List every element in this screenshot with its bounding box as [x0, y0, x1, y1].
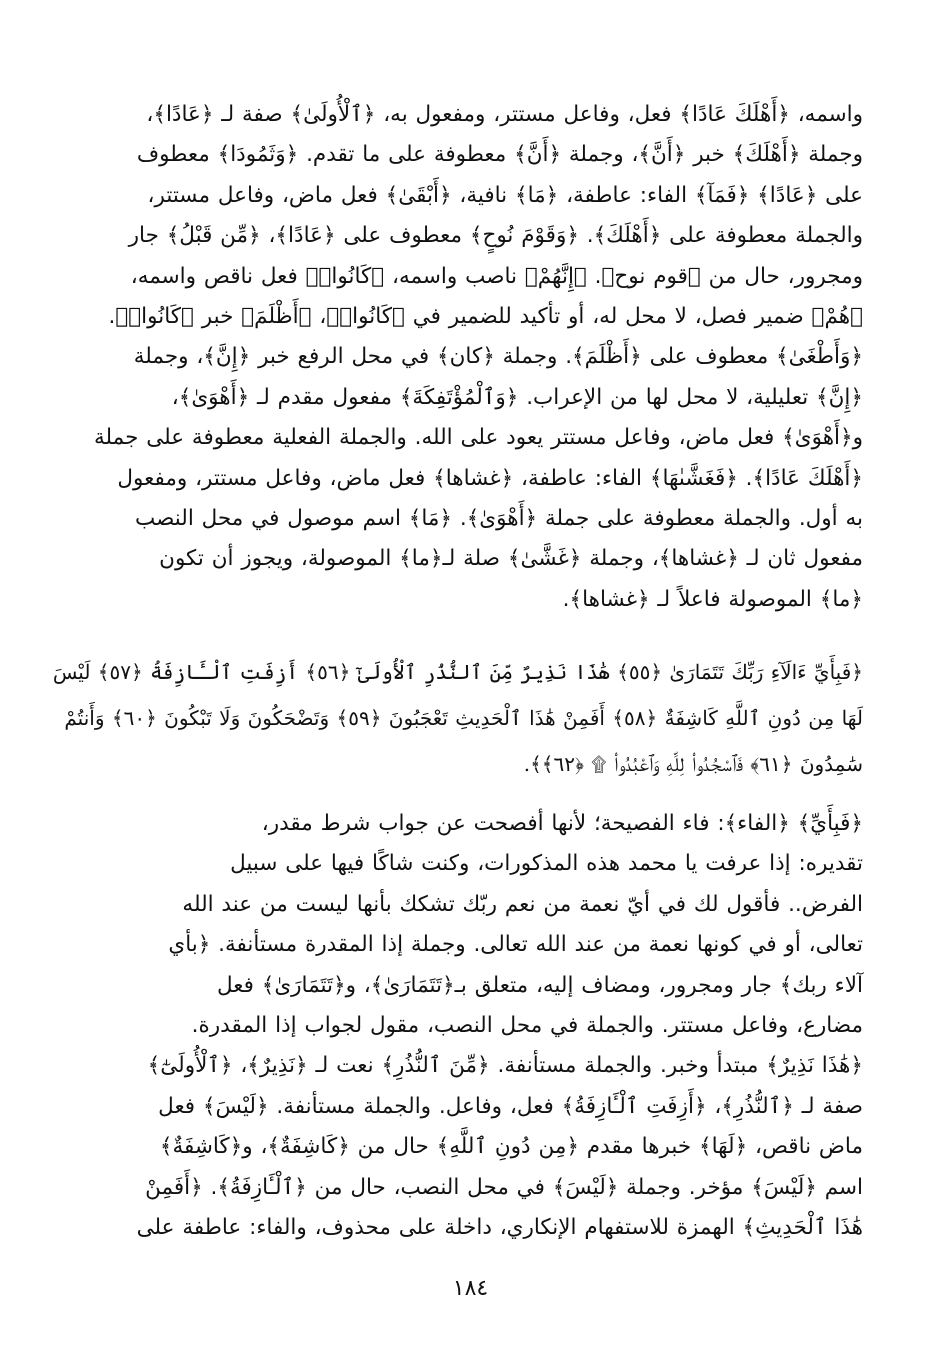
text-line: ﴿هُمْ﴾ ضمير فصل، لا محل له، أو تأكيد للضمير في ﴿كَانُوا۟﴾، ﴿أَظْلَمَ﴾ خبر ﴿كَانُوا۟﴾. [108, 303, 863, 329]
text-line: اسم ﴿لَيْسَ﴾ مؤخر. وجملة ﴿لَيْسَ﴾ في محل النصب، حال من ﴿ٱلْـَٔازِفَةُ﴾. ﴿أَفَمِنْ [145, 1174, 863, 1200]
text-line: هَٰذَا ٱلْحَدِيثِ﴾ الهمزة للاستفهام الإنكاري، داخلة على محذوف، والفاء: عاطفة على [136, 1214, 863, 1240]
text-line: ﴿أَهْلَكَ عَادًا﴾. ﴿فَغَشَّىٰهَا﴾ الفاء: عاطفة، ﴿غشاها﴾ فعل ماض، وفاعل مستتر، ومفعول [117, 465, 863, 491]
text-line: والجملة معطوفة على ﴿أَهْلَكَ﴾. ﴿وَقَوْمَ نُوحٍ﴾ معطوف على ﴿عَادًا﴾، ﴿مِّن قَبْلُ﴾ جار [128, 223, 863, 249]
text-line: على ﴿عَادًا﴾ ﴿فَمَآ﴾ الفاء: عاطفة، ﴿مَا﴾ نافية، ﴿أَبْقَىٰ﴾ فعل ماض، وفاعل مستتر، [147, 182, 863, 208]
quran-verse-block [52, 649, 863, 787]
text-line: مفعول ثان لـ ﴿غشاها﴾، وجملة ﴿غَشَّىٰ﴾ صلة لـ﴿ما﴾ الموصولة، ويجوز أن تكون [159, 546, 863, 572]
text-line: ﴿فَبِأَيِّ﴾ ﴿الفاء﴾: فاء الفصيحة؛ لأنها أفصحت عن جواب شرط مقدر، [261, 811, 863, 836]
text-line: الفرض.. فأقول لك في أيّ نعمة من نعم ربّك تشكك بأنها ليست من عند الله [182, 891, 863, 917]
page-number: ١٨٤ [452, 1276, 489, 1301]
text-line: ماض ناقص، ﴿لَهَا﴾ خبرها مقدم ﴿مِن دُونِ ٱللَّهِ﴾ حال من ﴿كَاشِفَةٌ﴾، و﴿كَاشِفَةٌ﴾ [159, 1134, 863, 1160]
verse-line: لَهَا مِن دُونِ ٱللَّهِ كَاشِفَةٌ ﴿٥٨﴾ أَفَمِنْ هَٰذَا ٱلْحَدِيثِ تَعْجَبُونَ ﴿٥٩﴾ وَتَضْحَكُونَ وَلَا تَبْكُونَ ﴿٦٠﴾ وَأَنتُمْ [64, 706, 863, 730]
grammar-paragraph-2 [78, 804, 863, 1248]
text-line: واسمه، ﴿أَهْلَكَ عَادًا﴾ فعل، وفاعل مستتر، ومفعول به، ﴿ٱلْأُولَىٰ﴾ صفة لـ ﴿عَادًا﴾، [146, 102, 863, 127]
text-line: تقديره: إذا عرفت يا محمد هذه المذكورات، وكنت شاكًا فيها على سبيل [230, 851, 863, 877]
text-line: ﴿ما﴾ الموصولة فاعلاً لـ ﴿غشاها﴾. [562, 586, 863, 612]
text-line: ﴿هَٰذَا نَذِيرٌ﴾ مبتدأ وخبر. والجملة مستأنفة. ﴿مِّنَ ٱلنُّذُرِ﴾ نعت لـ ﴿نَذِيرٌ﴾، ﴿ٱلْأُولَىٰٓ﴾ [147, 1053, 863, 1079]
text-line: صفة لـ ﴿ٱلنُّذُرِ﴾، ﴿أَزِفَتِ ٱلْـَٔازِفَةُ﴾ فعل، وفاعل. والجملة مستأنفة. ﴿لَيْسَ﴾ فعل [158, 1093, 863, 1119]
text-line: مضارع، وفاعل مستتر. والجملة في محل النصب، مقول لجواب إذا المقدرة. [191, 1012, 863, 1038]
text-line: وجملة ﴿أَهْلَكَ﴾ خبر ﴿أَنَّ﴾، وجملة ﴿أَنَّ﴾ معطوفة على ما تقدم. ﴿وَثَمُودَا﴾ معطوف [136, 142, 863, 168]
text-line: ﴿وَأَطْغَىٰ﴾ معطوف على ﴿أَظْلَمَ﴾. وجملة ﴿كان﴾ في محل الرفع خبر ﴿إِنَّ﴾، وجملة [133, 344, 863, 370]
text-line: و﴿أَهْوَىٰ﴾ فعل ماض، وفاعل مستتر يعود على الله. والجملة الفعلية معطوفة على جملة [94, 425, 863, 451]
text-line: به أول. والجملة معطوفة على جملة ﴿أَهْوَىٰ﴾. ﴿مَا﴾ اسم موصول في محل النصب [135, 505, 863, 531]
text-line: آلاء ربك﴾ جار ومجرور، ومضاف إليه، متعلق بـ﴿تَتَمَارَىٰ﴾، و﴿تَتَمَارَىٰ﴾ فعل [216, 972, 863, 998]
verse-line: سَٰمِدُونَ ﴿٦١﴾ فَٱسْجُدُوا۟ لِلَّهِ وَٱعْبُدُوا۟ ۩ ﴿٦٢﴾﴾. [523, 752, 863, 776]
text-line: ﴿إِنَّ﴾ تعليلية، لا محل لها من الإعراب. ﴿وَٱلْمُؤْتَفِكَةَ﴾ مفعول مقدم لـ ﴿أَهْوَىٰ﴾، [171, 384, 863, 410]
verse-line: ﴿فَبِأَيِّ ءَالَآءِ رَبِّكَ تَتَمَارَىٰ ﴿٥٥﴾ هَٰذَا نَذِيرٌ مِّنَ ٱلنُّذُرِ ٱلْأُولَىٰٓ ﴿٥٦﴾ أَزِفَتِ ٱلْـَٔازِفَةُ ﴿٥٧﴾ لَيْسَ [52, 660, 863, 684]
grammar-paragraph-1 [78, 95, 863, 620]
text-line: ومجرور، حال من ﴿قوم نوح﴾. ﴿إِنَّهُمْ﴾ ناصب واسمه، ﴿كَانُوا۟﴾ فعل ناقص واسمه، [130, 263, 863, 289]
text-line: تعالى، أو في كونها نعمة من عند الله تعالى. وجملة إذا المقدرة مستأنفة. ﴿بأي [168, 932, 863, 958]
